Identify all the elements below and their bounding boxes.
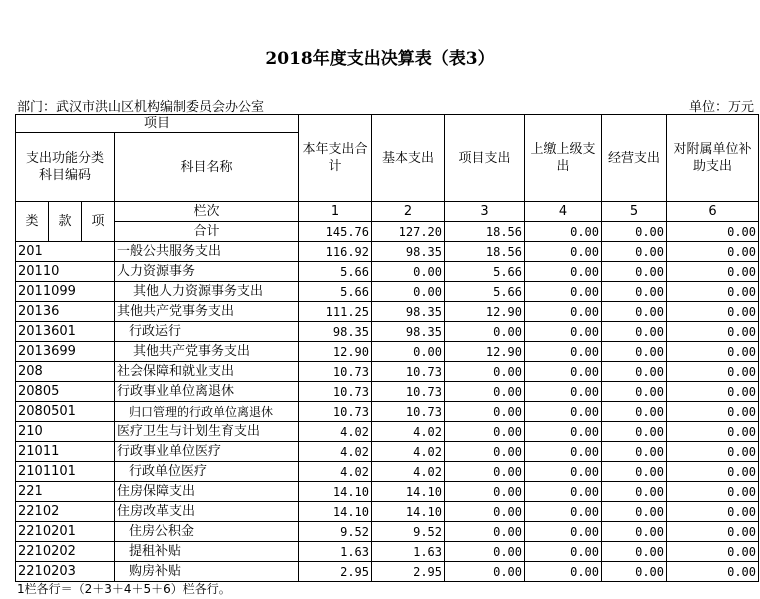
row-value-2: 0.00	[372, 282, 445, 302]
row-value-6: 0.00	[667, 422, 759, 442]
row-value-4: 0.00	[525, 262, 602, 282]
row-name: 其他共产党事务支出	[115, 302, 299, 322]
table-row	[16, 442, 759, 462]
row-value-6: 0.00	[667, 502, 759, 522]
row-code: 21011	[16, 442, 115, 462]
table-row	[16, 322, 759, 342]
column-number-4: 4	[525, 202, 602, 222]
row-value-2: 9.52	[372, 522, 445, 542]
row-value-6: 0.00	[667, 282, 759, 302]
row-value-5: 0.00	[602, 322, 667, 342]
row-value-2: 4.02	[372, 462, 445, 482]
row-code: 2080501	[16, 402, 115, 422]
table-row	[16, 482, 759, 502]
row-code: 2210201	[16, 522, 115, 542]
row-value-6: 0.00	[667, 302, 759, 322]
row-value-3: 0.00	[445, 422, 525, 442]
row-value-2: 0.00	[372, 262, 445, 282]
total-row	[16, 222, 759, 242]
row-name: 行政运行	[115, 322, 299, 342]
row-value-4: 0.00	[525, 562, 602, 582]
header-col-6: 对附属单位补助支出	[667, 115, 759, 202]
row-name: 购房补贴	[115, 562, 299, 582]
row-value-6: 0.00	[667, 442, 759, 462]
table-row	[16, 422, 759, 442]
row-value-3: 0.00	[445, 462, 525, 482]
row-value-1: 4.02	[299, 462, 372, 482]
row-value-1: 10.73	[299, 382, 372, 402]
row-value-3: 0.00	[445, 442, 525, 462]
header-col-3: 项目支出	[445, 115, 525, 202]
row-value-4: 0.00	[525, 322, 602, 342]
column-number-6: 6	[667, 202, 759, 222]
row-value-5: 0.00	[602, 242, 667, 262]
row-value-5: 0.00	[602, 422, 667, 442]
row-code: 2210202	[16, 542, 115, 562]
row-value-3: 12.90	[445, 302, 525, 322]
header-func-code: 支出功能分类科目编码	[16, 133, 115, 202]
row-value-4: 0.00	[525, 402, 602, 422]
row-value-3: 5.66	[445, 262, 525, 282]
table-row	[16, 282, 759, 302]
row-value-1: 5.66	[299, 262, 372, 282]
row-value-1: 14.10	[299, 502, 372, 522]
row-value-5: 0.00	[602, 302, 667, 322]
table-row	[16, 362, 759, 382]
row-name: 一般公共服务支出	[115, 242, 299, 262]
row-value-3: 0.00	[445, 502, 525, 522]
total-value-2: 127.20	[372, 222, 445, 242]
header-col-4: 上缴上级支出	[525, 115, 602, 202]
row-value-6: 0.00	[667, 342, 759, 362]
row-code: 22102	[16, 502, 115, 522]
row-code: 201	[16, 242, 115, 262]
row-value-4: 0.00	[525, 482, 602, 502]
row-value-5: 0.00	[602, 482, 667, 502]
column-number-5: 5	[602, 202, 667, 222]
row-value-2: 14.10	[372, 502, 445, 522]
row-value-4: 0.00	[525, 442, 602, 462]
row-value-5: 0.00	[602, 562, 667, 582]
row-value-2: 4.02	[372, 422, 445, 442]
row-code: 20136	[16, 302, 115, 322]
row-value-3: 0.00	[445, 322, 525, 342]
table-row	[16, 262, 759, 282]
column-number-row	[16, 202, 759, 222]
unit-label: 单位：万元	[688, 100, 754, 115]
row-value-5: 0.00	[602, 342, 667, 362]
row-value-1: 10.73	[299, 362, 372, 382]
row-value-5: 0.00	[602, 442, 667, 462]
column-number-3: 3	[445, 202, 525, 222]
row-code: 2013699	[16, 342, 115, 362]
row-value-5: 0.00	[602, 462, 667, 482]
row-value-1: 2.95	[299, 562, 372, 582]
row-value-2: 98.35	[372, 242, 445, 262]
row-value-6: 0.00	[667, 562, 759, 582]
row-name: 人力资源事务	[115, 262, 299, 282]
header-row-1	[16, 115, 759, 133]
row-value-3: 0.00	[445, 382, 525, 402]
row-value-1: 98.35	[299, 322, 372, 342]
row-value-2: 98.35	[372, 302, 445, 322]
table-row	[16, 522, 759, 542]
row-value-4: 0.00	[525, 422, 602, 442]
row-code: 2011099	[16, 282, 115, 302]
table-row	[16, 342, 759, 362]
row-name: 医疗卫生与计划生育支出	[115, 422, 299, 442]
table-row	[16, 302, 759, 322]
column-number-2: 2	[372, 202, 445, 222]
table-row	[16, 502, 759, 522]
header-subject-name: 科目名称	[115, 133, 299, 202]
row-value-1: 10.73	[299, 402, 372, 422]
row-value-2: 14.10	[372, 482, 445, 502]
row-value-6: 0.00	[667, 402, 759, 422]
row-name: 其他共产党事务支出	[115, 342, 299, 362]
row-name: 其他人力资源事务支出	[115, 282, 299, 302]
total-value-4: 0.00	[525, 222, 602, 242]
row-value-3: 0.00	[445, 362, 525, 382]
row-code: 208	[16, 362, 115, 382]
table-row	[16, 242, 759, 262]
row-value-2: 98.35	[372, 322, 445, 342]
row-value-4: 0.00	[525, 242, 602, 262]
header-kuan: 款	[49, 202, 82, 242]
row-value-6: 0.00	[667, 542, 759, 562]
total-value-6: 0.00	[667, 222, 759, 242]
header-col-5: 经营支出	[602, 115, 667, 202]
row-value-1: 116.92	[299, 242, 372, 262]
row-name: 行政事业单位医疗	[115, 442, 299, 462]
row-value-1: 12.90	[299, 342, 372, 362]
row-name: 住房公积金	[115, 522, 299, 542]
total-label: 合计	[115, 222, 299, 242]
row-value-2: 10.73	[372, 402, 445, 422]
row-value-5: 0.00	[602, 402, 667, 422]
row-value-5: 0.00	[602, 502, 667, 522]
expenditure-table	[15, 114, 759, 582]
table-row	[16, 462, 759, 482]
row-value-2: 1.63	[372, 542, 445, 562]
row-value-6: 0.00	[667, 482, 759, 502]
table-row	[16, 562, 759, 582]
row-name: 社会保障和就业支出	[115, 362, 299, 382]
footnote: 1栏各行＝（2＋3＋4＋5＋6）栏各行。	[17, 582, 231, 596]
row-value-4: 0.00	[525, 502, 602, 522]
row-value-6: 0.00	[667, 522, 759, 542]
row-value-6: 0.00	[667, 362, 759, 382]
row-name: 住房改革支出	[115, 502, 299, 522]
row-code: 20110	[16, 262, 115, 282]
row-name: 提租补贴	[115, 542, 299, 562]
row-value-5: 0.00	[602, 542, 667, 562]
row-value-4: 0.00	[525, 302, 602, 322]
row-value-1: 14.10	[299, 482, 372, 502]
row-value-6: 0.00	[667, 462, 759, 482]
table-row	[16, 542, 759, 562]
row-code: 210	[16, 422, 115, 442]
row-value-6: 0.00	[667, 262, 759, 282]
row-value-2: 2.95	[372, 562, 445, 582]
total-value-5: 0.00	[602, 222, 667, 242]
row-value-2: 10.73	[372, 382, 445, 402]
row-value-5: 0.00	[602, 522, 667, 542]
header-item: 项目	[16, 115, 299, 133]
row-value-3: 5.66	[445, 282, 525, 302]
row-value-3: 18.56	[445, 242, 525, 262]
row-value-5: 0.00	[602, 282, 667, 302]
row-value-1: 5.66	[299, 282, 372, 302]
row-name: 住房保障支出	[115, 482, 299, 502]
row-name: 行政事业单位离退休	[115, 382, 299, 402]
row-value-5: 0.00	[602, 262, 667, 282]
row-value-2: 0.00	[372, 342, 445, 362]
row-value-3: 0.00	[445, 482, 525, 502]
total-value-1: 145.76	[299, 222, 372, 242]
row-value-4: 0.00	[525, 282, 602, 302]
row-name: 行政单位医疗	[115, 462, 299, 482]
row-code: 221	[16, 482, 115, 502]
row-value-5: 0.00	[602, 382, 667, 402]
total-value-3: 18.56	[445, 222, 525, 242]
row-value-4: 0.00	[525, 382, 602, 402]
row-value-3: 0.00	[445, 402, 525, 422]
row-value-4: 0.00	[525, 522, 602, 542]
row-value-3: 12.90	[445, 342, 525, 362]
row-value-1: 4.02	[299, 422, 372, 442]
row-value-2: 10.73	[372, 362, 445, 382]
row-value-3: 0.00	[445, 542, 525, 562]
header-col-1: 本年支出合计	[299, 115, 372, 202]
column-number-1: 1	[299, 202, 372, 222]
row-value-6: 0.00	[667, 382, 759, 402]
row-code: 2210203	[16, 562, 115, 582]
row-value-1: 111.25	[299, 302, 372, 322]
row-value-4: 0.00	[525, 462, 602, 482]
row-value-4: 0.00	[525, 342, 602, 362]
row-value-6: 0.00	[667, 242, 759, 262]
header-lei: 类	[16, 202, 49, 242]
row-value-4: 0.00	[525, 362, 602, 382]
column-number-label: 栏次	[115, 202, 299, 222]
header-xiang: 项	[82, 202, 115, 242]
row-value-2: 4.02	[372, 442, 445, 462]
row-code: 2101101	[16, 462, 115, 482]
header-col-2: 基本支出	[372, 115, 445, 202]
row-code: 20805	[16, 382, 115, 402]
row-value-5: 0.00	[602, 362, 667, 382]
row-value-3: 0.00	[445, 522, 525, 542]
row-value-6: 0.00	[667, 322, 759, 342]
row-name: 归口管理的行政单位离退休	[115, 402, 299, 422]
table-row	[16, 382, 759, 402]
department-label: 部门：武汉市洪山区机构编制委员会办公室	[17, 100, 265, 115]
row-value-1: 9.52	[299, 522, 372, 542]
row-code: 2013601	[16, 322, 115, 342]
table-row	[16, 402, 759, 422]
row-value-1: 1.63	[299, 542, 372, 562]
report-title: 2018年度支出决算表（表3）	[265, 49, 495, 69]
row-value-3: 0.00	[445, 562, 525, 582]
row-value-4: 0.00	[525, 542, 602, 562]
row-value-1: 4.02	[299, 442, 372, 462]
